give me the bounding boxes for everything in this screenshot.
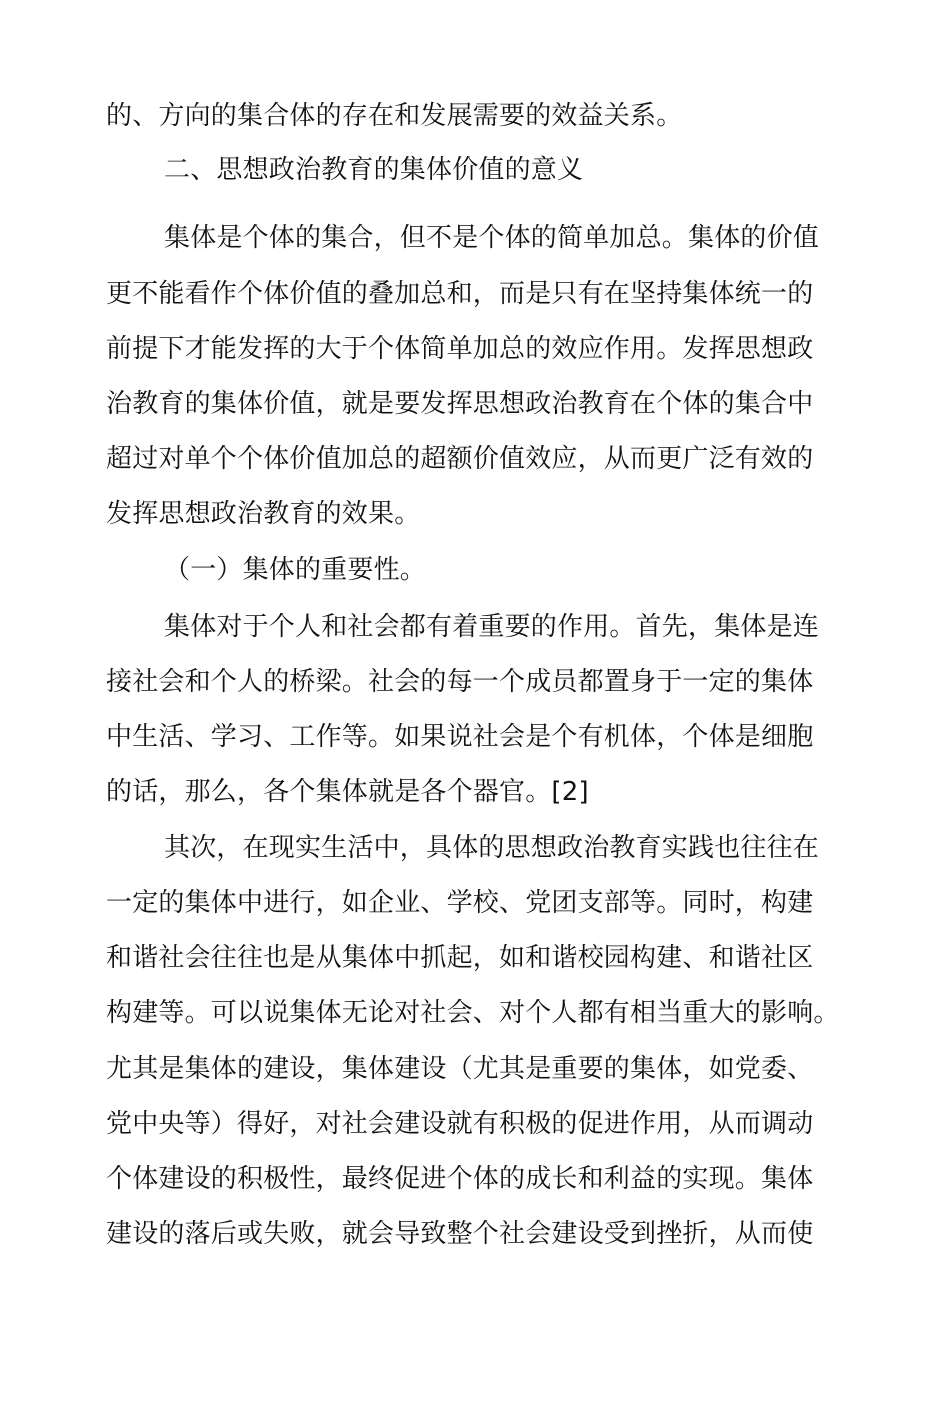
paragraph-line: 个体建设的积极性，最终促进个体的成长和利益的实现。集体 xyxy=(106,1164,814,1194)
paragraph-line: 更不能看作个体价值的叠加总和，而是只有在坚持集体统一的 xyxy=(106,279,814,309)
paragraph-line: 集体是个体的集合，但不是个体的简单加总。集体的价值 xyxy=(164,223,820,253)
paragraph-line: 前提下才能发挥的大于个体简单加总的效应作用。发挥思想政 xyxy=(106,334,814,364)
paragraph-line: 一定的集体中进行，如企业、学校、党团支部等。同时，构建 xyxy=(106,888,814,918)
paragraph-line: 党中央等）得好，对社会建设就有积极的促进作用，从而调动 xyxy=(106,1109,814,1139)
paragraph-line: 接社会和个人的桥梁。社会的每一个成员都置身于一定的集体 xyxy=(106,667,814,697)
paragraph-line: 构建等。可以说集体无论对社会、对个人都有相当重大的影响。 xyxy=(106,998,840,1028)
section-heading: 二、思想政治教育的集体价值的意义 xyxy=(164,155,584,185)
paragraph-line: 发挥思想政治教育的效果。 xyxy=(106,499,421,529)
paragraph-line: 中生活、学习、工作等。如果说社会是个有机体，个体是细胞 xyxy=(106,722,814,752)
paragraph-line: 的话，那么，各个集体就是各个器官。[2] xyxy=(106,777,589,807)
paragraph-line: 超过对单个个体价值加总的超额价值效应，从而更广泛有效的 xyxy=(106,444,814,474)
paragraph-line: 集体对于个人和社会都有着重要的作用。首先，集体是连 xyxy=(164,612,820,642)
paragraph-line: 治教育的集体价值，就是要发挥思想政治教育在个体的集合中 xyxy=(106,389,814,419)
paragraph-line: 的、方向的集合体的存在和发展需要的效益关系。 xyxy=(106,101,683,131)
paragraph-line: 其次，在现实生活中，具体的思想政治教育实践也往往在 xyxy=(164,833,820,863)
subsection-heading: （一）集体的重要性。 xyxy=(164,555,427,585)
paragraph-line: 和谐社会往往也是从集体中抓起，如和谐校园构建、和谐社区 xyxy=(106,943,814,973)
paragraph-line: 建设的落后或失败，就会导致整个社会建设受到挫折，从而使 xyxy=(106,1219,814,1249)
paragraph-line: 尤其是集体的建设，集体建设（尤其是重要的集体，如党委、 xyxy=(106,1054,814,1084)
